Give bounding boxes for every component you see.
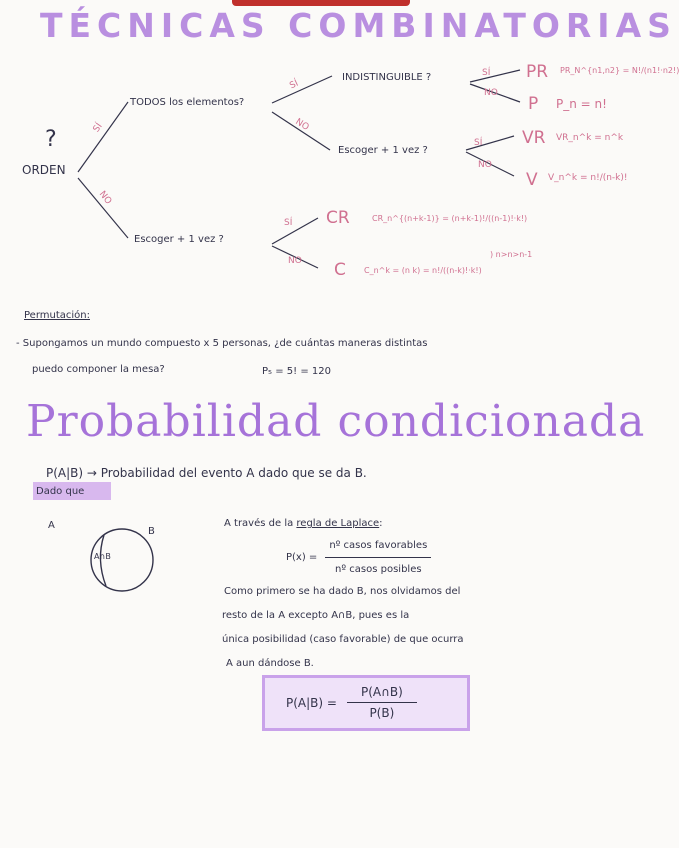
v-label: V [526, 170, 538, 190]
laplace-px: P(x) = [286, 552, 318, 563]
branch-no-3: NO [484, 88, 498, 98]
escoger-mas-de-una-vez-2: Escoger + 1 vez ? [134, 234, 224, 245]
root-question-mark: ? [45, 127, 57, 152]
branch-no-4: NO [478, 160, 492, 170]
definition-expression: P(A|B) → Probabilidad del evento A dado que se da B. [46, 466, 367, 480]
final-formula-lhs: P(A|B) = [286, 695, 337, 710]
laplace-formula [286, 540, 431, 575]
branch-no-1: NO [96, 189, 114, 207]
section-title: Probabilidad condicionada [26, 396, 646, 447]
root-orden: ORDEN [22, 163, 66, 177]
dado-que-text: Dado que [36, 486, 85, 497]
v-formula: V_n^k = n!/(n-k)! [548, 173, 628, 183]
c-label: C [334, 260, 346, 280]
cr-label: CR [326, 208, 350, 228]
pr-label: PR [526, 62, 549, 82]
explanation-line-2: resto de la A excepto A∩B, pues es la [222, 610, 410, 621]
pr-formula: PR_N^{n1,n2} = N!/(n1!·n2!) [560, 66, 679, 75]
final-formula-numerator: P(A∩B) [347, 685, 417, 703]
permutacion-line-2: puedo componer la mesa? [32, 364, 165, 375]
page-title: TÉCNICAS COMBINATORIAS [40, 6, 677, 45]
venn-label-b: B [148, 526, 155, 537]
cr-formula: CR_n^{(n+k-1)} = (n+k-1)!/((n-1)!·k!) [372, 214, 528, 223]
laplace-colon: : [379, 518, 383, 529]
laplace-intro-line [224, 518, 383, 529]
vr-formula: VR_n^k = n^k [556, 133, 624, 143]
p-label: P [528, 94, 539, 114]
branch-si-3: SÍ [482, 68, 491, 78]
explanation-line-1: Como primero se ha dado B, nos olvidamos del [224, 586, 461, 597]
venn-label-a: A [48, 520, 55, 531]
c-formula: C_n^k = (n k) = n!/((n-k)!·k!) [364, 266, 482, 275]
branch-no-5: NO [288, 256, 302, 266]
laplace-numerator: nº casos favorables [325, 540, 431, 558]
final-formula-fraction [347, 685, 417, 720]
laplace-fraction [325, 540, 431, 575]
c-note: ) n>n>n-1 [490, 250, 533, 259]
branch-si-5: SÍ [284, 218, 293, 228]
branch-si-2: SÍ [288, 78, 301, 92]
todos-elementos: TODOS los elementos? [130, 97, 245, 108]
escoger-mas-de-una-vez-1: Escoger + 1 vez ? [338, 145, 428, 156]
permutacion-line-1: - Supongamos un mundo compuesto x 5 personas, ¿de cuántas maneras distintas [16, 338, 428, 349]
vr-label: VR [522, 128, 546, 148]
permutacion-heading: Permutación: [24, 310, 90, 321]
branch-no-2: NO [293, 117, 311, 133]
final-formula-denominator: P(B) [369, 706, 395, 720]
explanation-line-3: única posibilidad (caso favorable) de que ocurra [222, 634, 464, 645]
branch-si-4: SÍ [474, 138, 483, 148]
venn-label-intersection: A∩B [94, 552, 111, 561]
final-formula [286, 685, 417, 720]
explanation-line-4: A aun dándose B. [226, 658, 314, 669]
permutacion-result: P₅ = 5! = 120 [262, 366, 331, 377]
branch-si-1: SÍ [91, 121, 105, 135]
laplace-rule: regla de Laplace [296, 518, 380, 529]
laplace-denominator: nº casos posibles [335, 564, 422, 575]
p-formula: P_n = n! [556, 97, 607, 111]
laplace-intro: A través de la [224, 518, 297, 529]
indistinguible: INDISTINGUIBLE ? [342, 72, 432, 83]
